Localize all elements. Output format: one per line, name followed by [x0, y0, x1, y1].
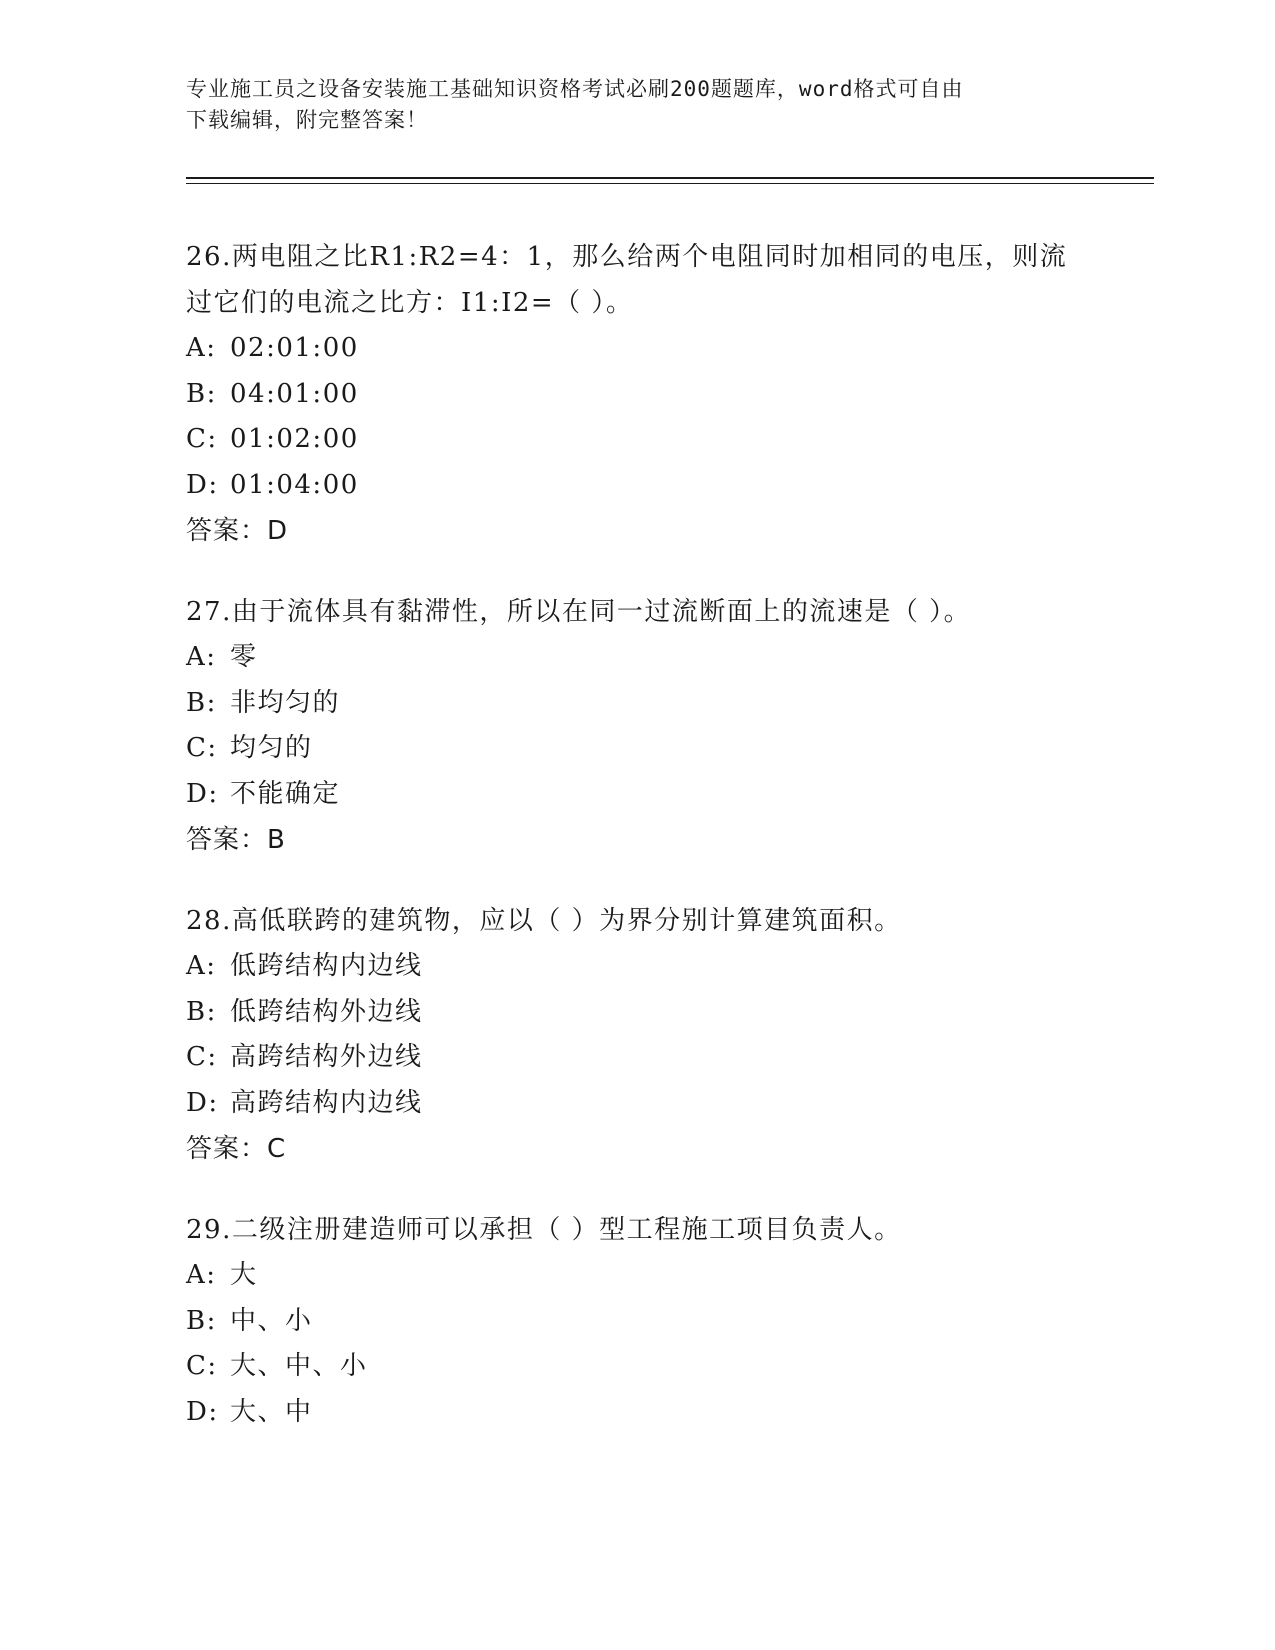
question-stem: 28.高低联跨的建筑物，应以（ ）为界分别计算建筑面积。	[186, 906, 902, 936]
option-b	[186, 1299, 1086, 1345]
option-d	[186, 1081, 1086, 1127]
answer-label: 答案：C	[186, 1134, 287, 1164]
option-text: 均匀的	[230, 733, 313, 763]
answer-label: 答案：D	[186, 516, 289, 546]
option-text: 中、小	[230, 1305, 313, 1336]
option-a	[186, 1253, 1086, 1299]
header-title-line-1: 专业施工员之设备安装施工基础知识资格考试必刷200题题库，word格式可自由	[186, 77, 964, 101]
option-letter: B:	[186, 996, 217, 1027]
header-title-line-2: 下载编辑，附完整答案！	[186, 108, 428, 132]
question-stem: 27.由于流体具有黏滞性，所以在同一过流断面上的流速是（ ）。	[186, 597, 972, 627]
option-letter: A:	[186, 951, 217, 981]
question-27	[186, 589, 1086, 863]
option-text: 01:04:00	[230, 469, 359, 500]
option-text: 大、中	[230, 1396, 313, 1427]
option-a	[186, 944, 1086, 990]
option-letter: B:	[186, 687, 217, 718]
option-c	[186, 417, 1086, 463]
option-d	[186, 772, 1086, 818]
option-text: 高跨结构外边线	[230, 1042, 423, 1072]
option-text: 02:01:00	[230, 333, 359, 363]
option-letter: D:	[186, 1087, 219, 1118]
option-letter: A:	[186, 1260, 217, 1290]
header-divider-thick	[186, 177, 1154, 179]
option-a	[186, 635, 1086, 681]
option-c	[186, 1035, 1086, 1081]
option-letter: D:	[186, 469, 219, 500]
option-a	[186, 326, 1086, 372]
header-divider-thin	[186, 183, 1154, 184]
option-letter: C:	[186, 733, 218, 763]
question-29	[186, 1207, 1086, 1435]
option-letter: B:	[186, 378, 217, 409]
option-text: 零	[230, 642, 258, 672]
option-text: 大、中、小	[230, 1351, 368, 1381]
option-b	[186, 990, 1086, 1036]
question-stem: 29.二级注册建造师可以承担（ ）型工程施工项目负责人。	[186, 1215, 902, 1245]
option-letter: B:	[186, 1305, 217, 1336]
document-header	[186, 74, 1086, 136]
option-b	[186, 372, 1086, 418]
question-26	[186, 234, 1086, 554]
option-c	[186, 726, 1086, 772]
option-letter: D:	[186, 778, 219, 809]
option-text: 04:01:00	[230, 378, 359, 409]
option-text: 高跨结构内边线	[230, 1087, 423, 1118]
question-28	[186, 898, 1086, 1172]
question-stem: 26.两电阻之比R1:R2=4：1，那么给两个电阻同时加相同的电压，则流过它们的电流之比方：I1:I2=（ ）。	[186, 242, 1068, 318]
answer-label: 答案：B	[186, 825, 286, 855]
option-letter: C:	[186, 1351, 218, 1381]
option-d	[186, 463, 1086, 509]
option-letter: C:	[186, 424, 218, 454]
question-list	[186, 234, 1086, 1470]
option-text: 低跨结构外边线	[230, 996, 423, 1027]
option-text: 大	[230, 1260, 258, 1290]
option-d	[186, 1390, 1086, 1436]
option-letter: A:	[186, 333, 217, 363]
option-text: 低跨结构内边线	[230, 951, 423, 981]
option-letter: D:	[186, 1396, 219, 1427]
option-text: 01:02:00	[230, 424, 359, 454]
option-letter: C:	[186, 1042, 218, 1072]
option-text: 不能确定	[230, 778, 341, 809]
option-b	[186, 681, 1086, 727]
option-letter: A:	[186, 642, 217, 672]
option-c	[186, 1344, 1086, 1390]
option-text: 非均匀的	[230, 687, 341, 718]
